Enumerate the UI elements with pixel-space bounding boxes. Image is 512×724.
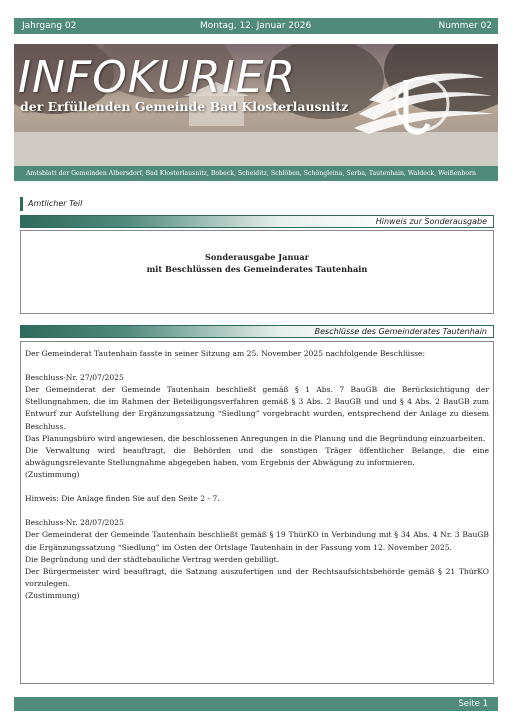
resolution-paragraph: Der Gemeinderat der Gemeinde Tautenhain beschließt gemäß § 1 Abs. 7 BauGB die Berücksichtigung der Stellungnahmen, die im Rahmen der Beteiligungsverfahren gemäß § 3 Abs. 2 BauGB und und § 4 Abs. 2 BauGB zum Entwurf zur Aufstellung der Ergänzungssatzung “Siedlung” vorgebracht wurden, entsprechend der Anlage zu diesem Beschluss.	[25, 385, 489, 431]
resolution-title: Beschluss-Nr. 28/07/2025	[25, 518, 124, 528]
resolution-paragraph: Die Verwaltung wird beauftragt, die Behörden und die sonstigen Träger öffentlicher Belange, die eine abwägungsrelevante Stellungnahme abgegeben haben, vom Ergebnis der Abwägung zu informieren.	[25, 445, 489, 467]
amtlicher-teil-label: Amtlicher Teil	[20, 197, 82, 211]
section-header-hinweis	[20, 215, 494, 228]
resolution-paragraph: Die Begründung und der städtebauliche Vertrag werden gebilligt.	[25, 554, 280, 564]
section-title: Beschlüsse des Gemeinderates Tautenhain	[314, 327, 487, 336]
page-number: Seite 1	[458, 699, 488, 709]
hinweis-text: Hinweis: Die Anlage finden Sie auf den Seite 2 - 7.	[25, 494, 220, 504]
section-title: Hinweis zur Sonderausgabe	[375, 217, 487, 226]
resolution-paragraph: Das Planungsbüro wird angewiesen, die beschlossenen Anregungen in die Planung und die Begründung einzuarbeiten.	[25, 433, 486, 443]
resolution-title: Beschluss-Nr. 27/07/2025	[25, 373, 124, 383]
notice-line-1: Sonderausgabe Januar	[205, 252, 309, 262]
resolution-vote: (Zustimmung)	[25, 469, 80, 479]
date-label: Montag, 12. Januar 2026	[200, 21, 312, 31]
jahrgang-label: Jahrgang 02	[22, 21, 77, 31]
masthead-subtitle: der Erfüllenden Gemeinde Bad Klosterlausnitz	[20, 99, 349, 114]
issue-number: Nummer 02	[438, 21, 492, 31]
amtsblatt-bar: Amtsblatt der Gemeinden Albersdorf, Bad Klosterlausnitz, Bobeck, Scheiditz, Schlöben, Schöngleina, Serba, Tautenhain, Waldeck, Weißenborn	[14, 166, 498, 181]
notice-box	[20, 230, 494, 314]
section-header-beschluesse	[20, 325, 494, 338]
masthead-title: INFOKURIER	[18, 52, 297, 103]
notice-line-2: mit Beschlüssen des Gemeinderates Tautenhain	[146, 264, 368, 274]
footer-bar	[14, 697, 498, 711]
intro-text: Der Gemeinderat Tautenhain fasste in seiner Sitzung am 25. November 2025 nachfolgende Beschlüsse:	[25, 349, 426, 358]
resolution-paragraph: Der Gemeinderat der Gemeinde Tautenhain beschließt gemäß § 19 ThürKO in Verbindung mit § 34 Abs. 4 Nr. 3 BauGB die Ergänzungssatzung “Siedlung” im Osten der Ortslage Tautenhain in der Fassung vom 12. November 2025.	[25, 530, 489, 552]
resolutions-box	[20, 341, 494, 684]
header-bar	[14, 18, 498, 34]
resolution-vote: (Zustimmung)	[25, 590, 80, 600]
resolution-paragraph: Der Bürgermeister wird beauftragt, die Satzung auszufertigen und der Rechtsaufsichtsbehörde gemäß § 21 ThürKO vorzulegen.	[25, 566, 489, 588]
